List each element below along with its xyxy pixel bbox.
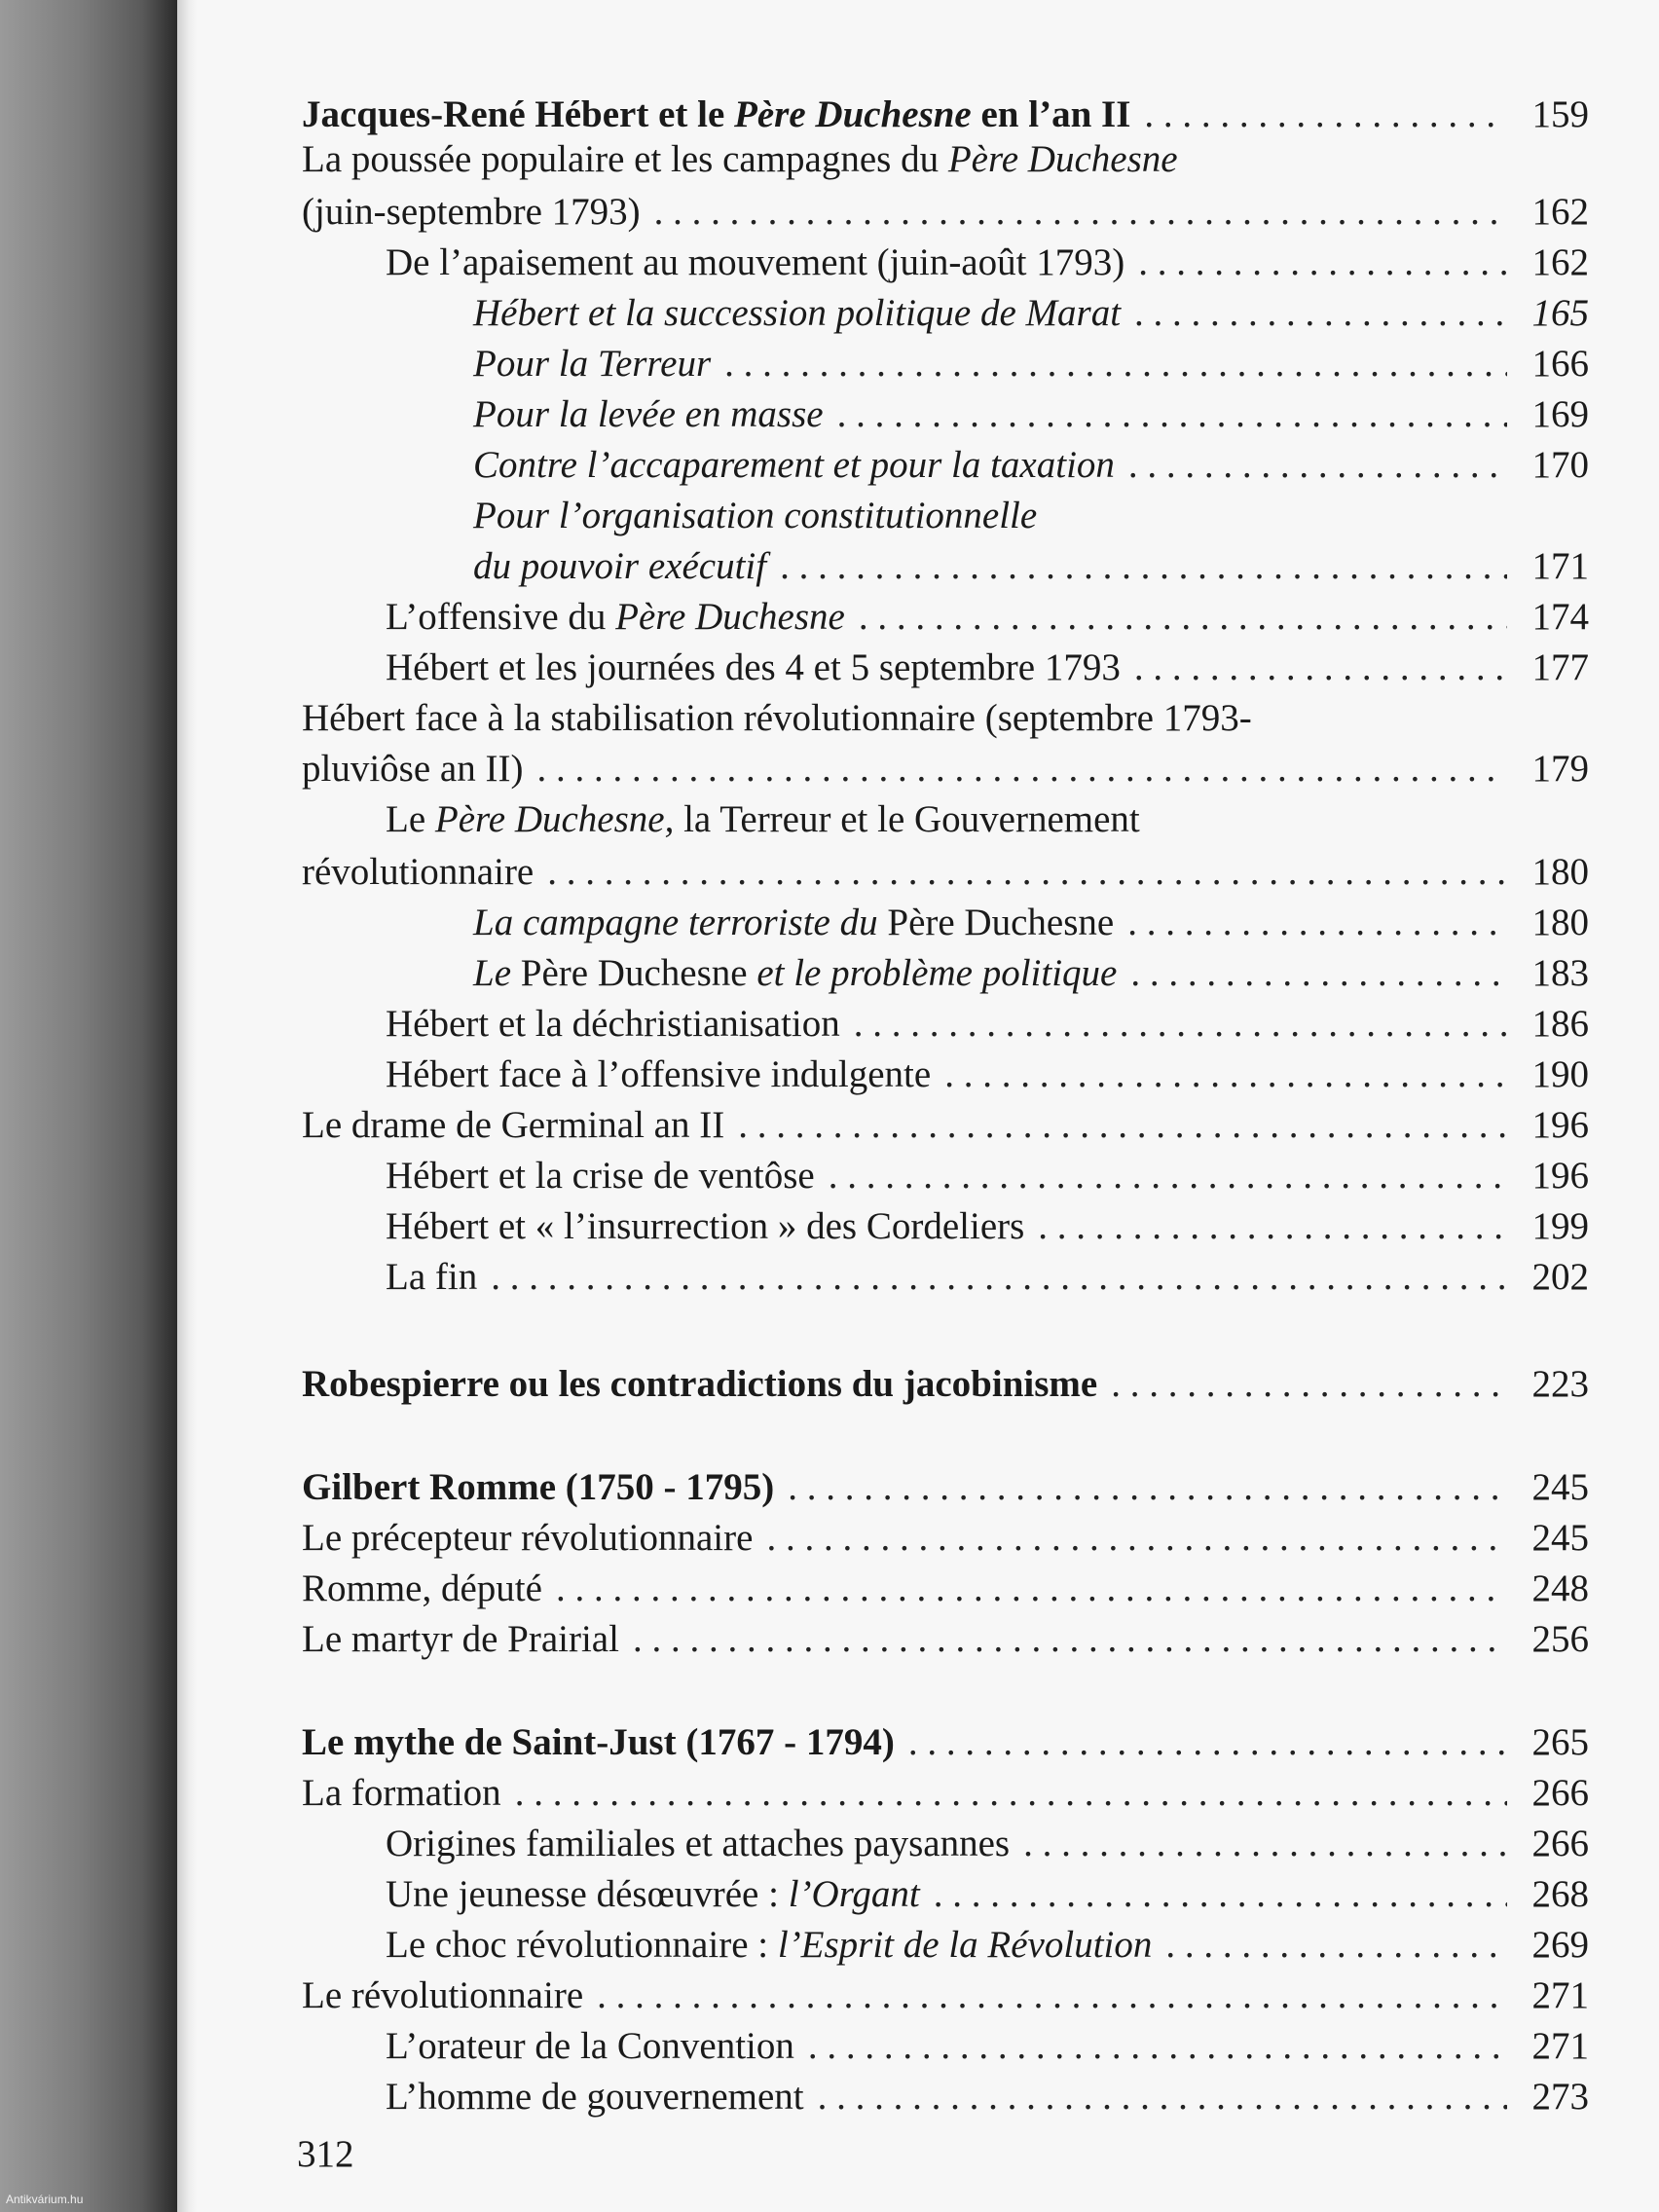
- toc-title: Hébert et la crise de ventôse: [386, 1155, 815, 1197]
- toc-title: La fin: [386, 1256, 478, 1298]
- dot-leader: [788, 1462, 1507, 1513]
- dot-leader: [724, 339, 1507, 389]
- toc-page: 165: [1531, 292, 1589, 334]
- dot-leader: [1127, 898, 1507, 948]
- toc-page: 183: [1531, 952, 1589, 994]
- dot-leader: [1038, 1201, 1507, 1252]
- toc-title: La poussée populaire et les campagnes du Père Duchesne: [302, 138, 1178, 180]
- toc-title: Une jeunesse désœuvrée : l’Organt: [386, 1873, 920, 1915]
- toc-entry: [473, 491, 1589, 541]
- toc-page: 196: [1531, 1155, 1589, 1197]
- toc-page: 196: [1531, 1104, 1589, 1146]
- dot-leader: [829, 1151, 1507, 1201]
- toc-entry: [386, 794, 1589, 845]
- toc-page: 202: [1531, 1256, 1589, 1298]
- toc-title: Le Père Duchesne, la Terreur et le Gouvernement: [386, 798, 1140, 840]
- toc-entry: [386, 643, 1589, 693]
- toc-title: L’orateur de la Convention: [386, 2025, 794, 2067]
- toc-entry: [302, 1717, 1589, 1768]
- toc-entry: [302, 1359, 1589, 1410]
- toc-title: La formation: [302, 1772, 501, 1814]
- toc-page: 174: [1531, 596, 1589, 638]
- toc-page: 223: [1531, 1363, 1589, 1405]
- toc-title: Hébert et la déchristianisation: [386, 1003, 840, 1045]
- dot-leader: [515, 1768, 1507, 1819]
- toc-title: (juin-septembre 1793): [302, 191, 641, 233]
- toc-page: 199: [1531, 1205, 1589, 1247]
- toc-entry: [386, 1252, 1589, 1303]
- toc-title: Jacques-René Hébert et le Père Duchesne en l’an II: [302, 93, 1131, 135]
- toc-entry: [386, 2021, 1589, 2072]
- toc-entry: [302, 1462, 1589, 1513]
- toc-page: 162: [1531, 191, 1589, 233]
- toc-title: Origines familiales et attaches paysannes: [386, 1823, 1011, 1864]
- dot-leader: [1134, 288, 1507, 339]
- toc-page: 266: [1531, 1823, 1589, 1864]
- toc-entry: [473, 389, 1589, 440]
- toc-title: De l’apaisement au mouvement (juin-août 1793): [386, 241, 1125, 283]
- toc-page: 171: [1531, 545, 1589, 587]
- toc-entry: [302, 1614, 1589, 1665]
- toc-title: Pour l’organisation constitutionnelle: [473, 495, 1038, 536]
- toc-entry: [473, 288, 1589, 339]
- dot-leader: [491, 1252, 1507, 1303]
- toc-entry: [302, 1564, 1589, 1614]
- toc-page: 177: [1531, 646, 1589, 688]
- toc-title: Le martyr de Prairial: [302, 1618, 619, 1660]
- toc-entry: [386, 238, 1589, 288]
- toc-title: L’offensive du Père Duchesne: [386, 596, 845, 638]
- toc-page: 169: [1531, 393, 1589, 435]
- dot-leader: [944, 1050, 1507, 1100]
- toc-title: Le choc révolutionnaire : l’Esprit de la Révolution: [386, 1924, 1153, 1966]
- dot-leader: [854, 999, 1507, 1050]
- toc-title: Hébert et « l’insurrection » des Cordeliers: [386, 1205, 1025, 1247]
- toc-title: Pour la Terreur: [473, 343, 712, 385]
- dot-leader: [1134, 643, 1507, 693]
- toc-entry: [386, 2072, 1589, 2122]
- dot-leader: [859, 592, 1507, 643]
- toc-page: 273: [1531, 2076, 1589, 2118]
- toc-entry: [302, 1100, 1589, 1151]
- dot-leader: [808, 2021, 1507, 2072]
- toc-title: Hébert face à l’offensive indulgente: [386, 1053, 932, 1095]
- dot-leader: [818, 2072, 1507, 2122]
- toc-page: 166: [1531, 343, 1589, 385]
- dot-leader: [1144, 90, 1507, 140]
- toc-page: 179: [1531, 748, 1589, 790]
- toc-entry: [386, 592, 1589, 643]
- toc-page: 268: [1531, 1873, 1589, 1915]
- toc-entry: [473, 541, 1589, 592]
- toc-page: 159: [1531, 93, 1589, 135]
- dot-leader: [1128, 440, 1507, 491]
- toc-title: révolutionnaire: [302, 851, 535, 893]
- toc-page: 180: [1531, 902, 1589, 943]
- toc-entry: [386, 1151, 1589, 1201]
- toc-title: Hébert et la succession politique de Marat: [473, 292, 1122, 334]
- toc-title: La campagne terroriste du Père Duchesne: [473, 902, 1115, 943]
- toc-page: 245: [1531, 1517, 1589, 1559]
- dot-leader: [536, 744, 1507, 794]
- toc-entry: [302, 1971, 1589, 2021]
- toc-entry: [386, 999, 1589, 1050]
- dot-leader: [766, 1513, 1507, 1564]
- dot-leader: [934, 1869, 1507, 1920]
- page-number: 312: [297, 2133, 354, 2175]
- toc-page: 180: [1531, 851, 1589, 893]
- dot-leader: [556, 1564, 1507, 1614]
- toc-title: Gilbert Romme (1750 - 1795): [302, 1466, 775, 1508]
- toc-page: 248: [1531, 1567, 1589, 1609]
- toc-entry: [473, 948, 1589, 999]
- dot-leader: [1130, 948, 1507, 999]
- toc-title: L’homme de gouvernement: [386, 2076, 804, 2118]
- toc-page: 269: [1531, 1924, 1589, 1966]
- toc-page: 190: [1531, 1053, 1589, 1095]
- toc-page: 162: [1531, 241, 1589, 283]
- toc-page: 271: [1531, 2025, 1589, 2067]
- watermark-text: Antikvárium.hu: [6, 2193, 84, 2206]
- toc-page: 266: [1531, 1772, 1589, 1814]
- toc-page: 256: [1531, 1618, 1589, 1660]
- toc-title: Le révolutionnaire: [302, 1974, 584, 2016]
- toc-entry: [302, 90, 1589, 140]
- toc-page: 170: [1531, 444, 1589, 486]
- toc-entry: [302, 1768, 1589, 1819]
- toc-entry: [386, 1869, 1589, 1920]
- dot-leader: [908, 1717, 1507, 1768]
- dot-leader: [1138, 238, 1507, 288]
- toc-title: Hébert face à la stabilisation révolutionnaire (septembre 1793-: [302, 697, 1252, 739]
- toc-title: pluviôse an II): [302, 748, 524, 790]
- toc-entry: [386, 1920, 1589, 1971]
- toc-entry: [302, 693, 1589, 744]
- dot-leader: [738, 1100, 1507, 1151]
- dot-leader: [780, 541, 1507, 592]
- dot-leader: [1023, 1819, 1507, 1869]
- toc-page: 265: [1531, 1721, 1589, 1763]
- dot-leader: [837, 389, 1507, 440]
- toc-entry: [386, 1050, 1589, 1100]
- dot-leader: [547, 847, 1507, 898]
- toc-page: 271: [1531, 1974, 1589, 2016]
- toc-title: Le Père Duchesne et le problème politique: [473, 952, 1118, 994]
- toc-title: Hébert et les journées des 4 et 5 septembre 1793: [386, 646, 1121, 688]
- toc-entry: [386, 1201, 1589, 1252]
- dot-leader: [597, 1971, 1507, 2021]
- toc-title: Le drame de Germinal an II: [302, 1104, 725, 1146]
- toc-entry: [302, 187, 1589, 238]
- toc-title: Romme, député: [302, 1567, 542, 1609]
- dot-leader: [654, 187, 1507, 238]
- toc-title: Robespierre ou les contradictions du jacobinisme: [302, 1363, 1098, 1405]
- toc-entry: [473, 898, 1589, 948]
- dot-leader: [1165, 1920, 1507, 1971]
- toc-entry: [302, 1513, 1589, 1564]
- toc-title: du pouvoir exécutif: [473, 545, 767, 587]
- toc-page: 245: [1531, 1466, 1589, 1508]
- toc-entry: [386, 1819, 1589, 1869]
- toc-title: Contre l’accaparement et pour la taxation: [473, 444, 1115, 486]
- toc-entry: [473, 440, 1589, 491]
- toc-entry: [302, 744, 1589, 794]
- dot-leader: [633, 1614, 1507, 1665]
- toc-entry: [473, 339, 1589, 389]
- toc-entry: [302, 134, 1589, 185]
- toc-page: 186: [1531, 1003, 1589, 1045]
- dot-leader: [1111, 1359, 1507, 1410]
- toc-title: Le précepteur révolutionnaire: [302, 1517, 754, 1559]
- toc-entry: [302, 847, 1589, 898]
- toc-title: Pour la levée en masse: [473, 393, 824, 435]
- toc-title: Le mythe de Saint-Just (1767 - 1794): [302, 1721, 895, 1763]
